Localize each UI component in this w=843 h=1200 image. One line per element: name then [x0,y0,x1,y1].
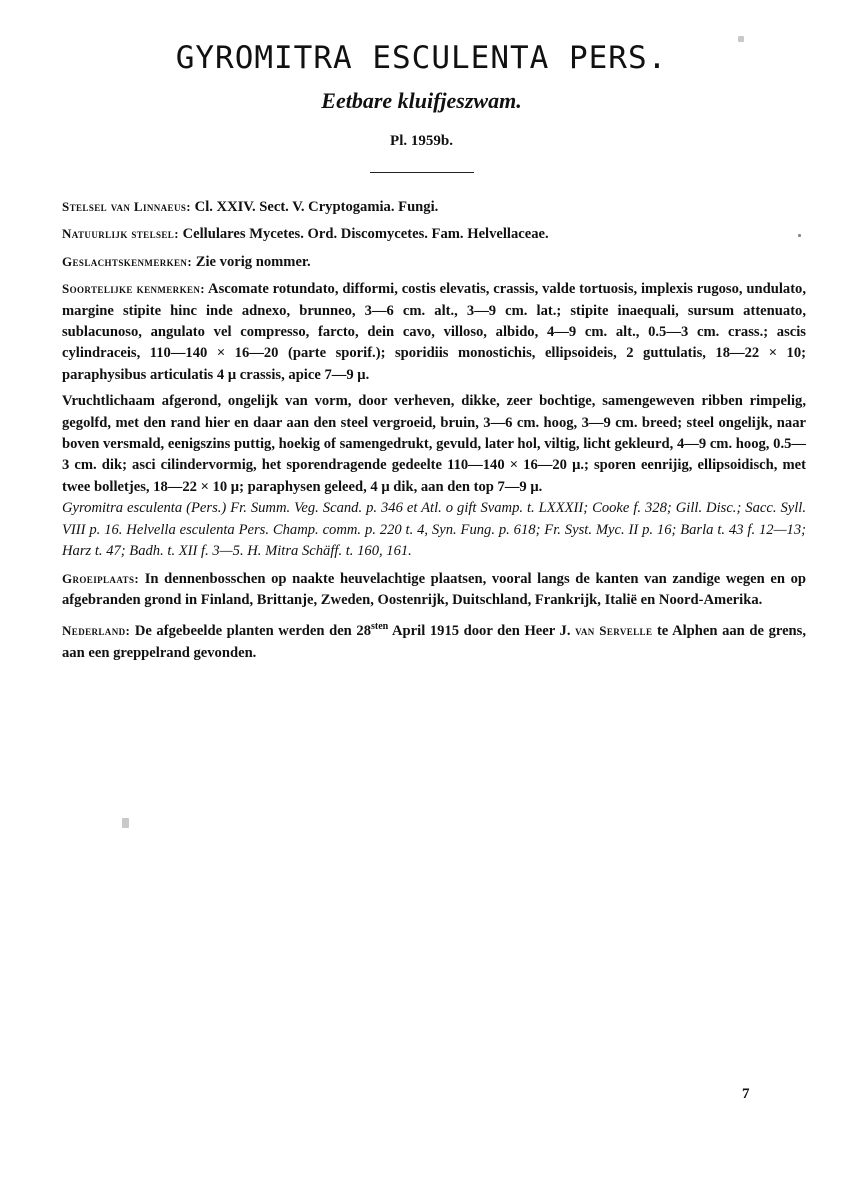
nederland-text-before: De afgebeelde planten werden den 28 [130,623,371,640]
groeiplaats-paragraph [62,568,806,612]
page-number: 7 [742,1086,750,1102]
nederland-label: Nederland: [62,623,131,639]
nederland-text-after: te Alphen aan de grens, aan een greppelrand gevonden. [62,623,806,661]
soort-text: Ascomate rotundato, difformi, costis elevatis, crassis, valde tortuosis, implexis rugoso, undulato, margine stipite hinc inde adnexo, brunneo, 3—6 cm. alt., 3—9 cm. lat.; stipite inaequali, sursum attenuato, sublacunoso, angulato vel compresso, farcto, dein cavo, villoso, albido, 4—9 cm. alt., 0.5—3 cm. crass.; ascis cylindraceis, 110—140 × 16—20 (parte sporif.); sporidiis monostichis, ellipsoideis, 2 guttulatis, 18—22 × 10; paraphysibus articulatis 4 μ crassis, apice 7—9 μ. [62,281,806,383]
scan-speck [738,36,744,42]
literature-references: Gyromitra esculenta (Pers.) Fr. Summ. Veg. Scand. p. 346 et Atl. o gift Svamp. t. LXXXII; Cooke f. 328; Gill. Disc.; Sacc. Syll. VIII p. 16. Helvella esculenta Pers. Champ. comm. p. 220 t. 4, Syn. Fung. p. 618; Fr. Syst. Myc. II p. 16; Barla t. 43 f. 12—13; Harz t. 47; Badh. t. XII f. 3—5. H. Mitra Schäff. t. 160, 161. [62,500,806,560]
groeiplaats-text: In dennenbosschen op naakte heuvelachtige plaatsen, vooral langs de kanten van zandige wegen en op afgebranden grond in Finland, Brittanje, Zweden, Oostenrijk, Duitschland, Frankrijk, Italië en Noord-Amerika. [62,570,806,608]
groeiplaats-label: Groeiplaats: [62,570,140,586]
page-title: GYROMITRA ESCULENTA PERS. [175,40,668,76]
geslacht-text: Zie vorig nommer. [192,253,311,270]
soort-label: Soortelijke kenmerken: [62,281,206,297]
stelsel-label: Stelsel van Linnaeus: [62,199,191,214]
scan-speck [122,818,129,828]
collector-name: van Servelle [575,623,653,639]
stelsel-text: Cl. XXIV. Sect. V. Cryptogamia. Fungi. [191,199,439,215]
page-subtitle: Eetbare kluifjeszwam. [321,88,522,113]
soort-paragraph [62,278,806,386]
natuurlijk-paragraph [62,223,806,245]
scan-speck [798,234,801,237]
plate-number: Pl. 1959b. [390,133,453,149]
natuurlijk-label: Natuurlijk stelsel: [62,226,179,242]
nederland-text-middle: April 1915 door den Heer J. [388,623,576,640]
vrucht-paragraph: Vruchtlichaam afgerond, ongelijk van vorm, door verheven, dikke, zeer bochtige, samengeweven ribben rimpelig, gegolfd, met den rand hier en daar aan den steel vergroeid, bruin, 3—6 cm. hoog, 3—9 cm. breed; steel ongelijk, naar boven versmald, eenigszins puttig, hoekig of samengedrukt, gevuld, later hol, viltig, licht gekleurd, 4—9 cm. hoog, 0.5—3 cm. dik; asci cilindervormig, het sporendragende gedeelte 110—140 × 16—20 μ.; sporen eenrijig, ellipsoidisch, met twee bolletjes, 18—22 × 10 μ; paraphysen geleed, 4 μ dik, aan den top 7—9 μ. [62,393,806,495]
nederland-superscript: sten [371,621,389,633]
natuurlijk-text: Cellulares Mycetes. Ord. Discomycetes. Fam. Helvellaceae. [178,226,549,243]
geslacht-label: Geslachtskenmerken: [62,253,193,269]
nederland-paragraph [62,616,806,664]
stelsel-paragraph [62,196,806,218]
document-body [62,196,806,664]
title-divider [370,172,474,173]
geslacht-paragraph [62,251,806,273]
